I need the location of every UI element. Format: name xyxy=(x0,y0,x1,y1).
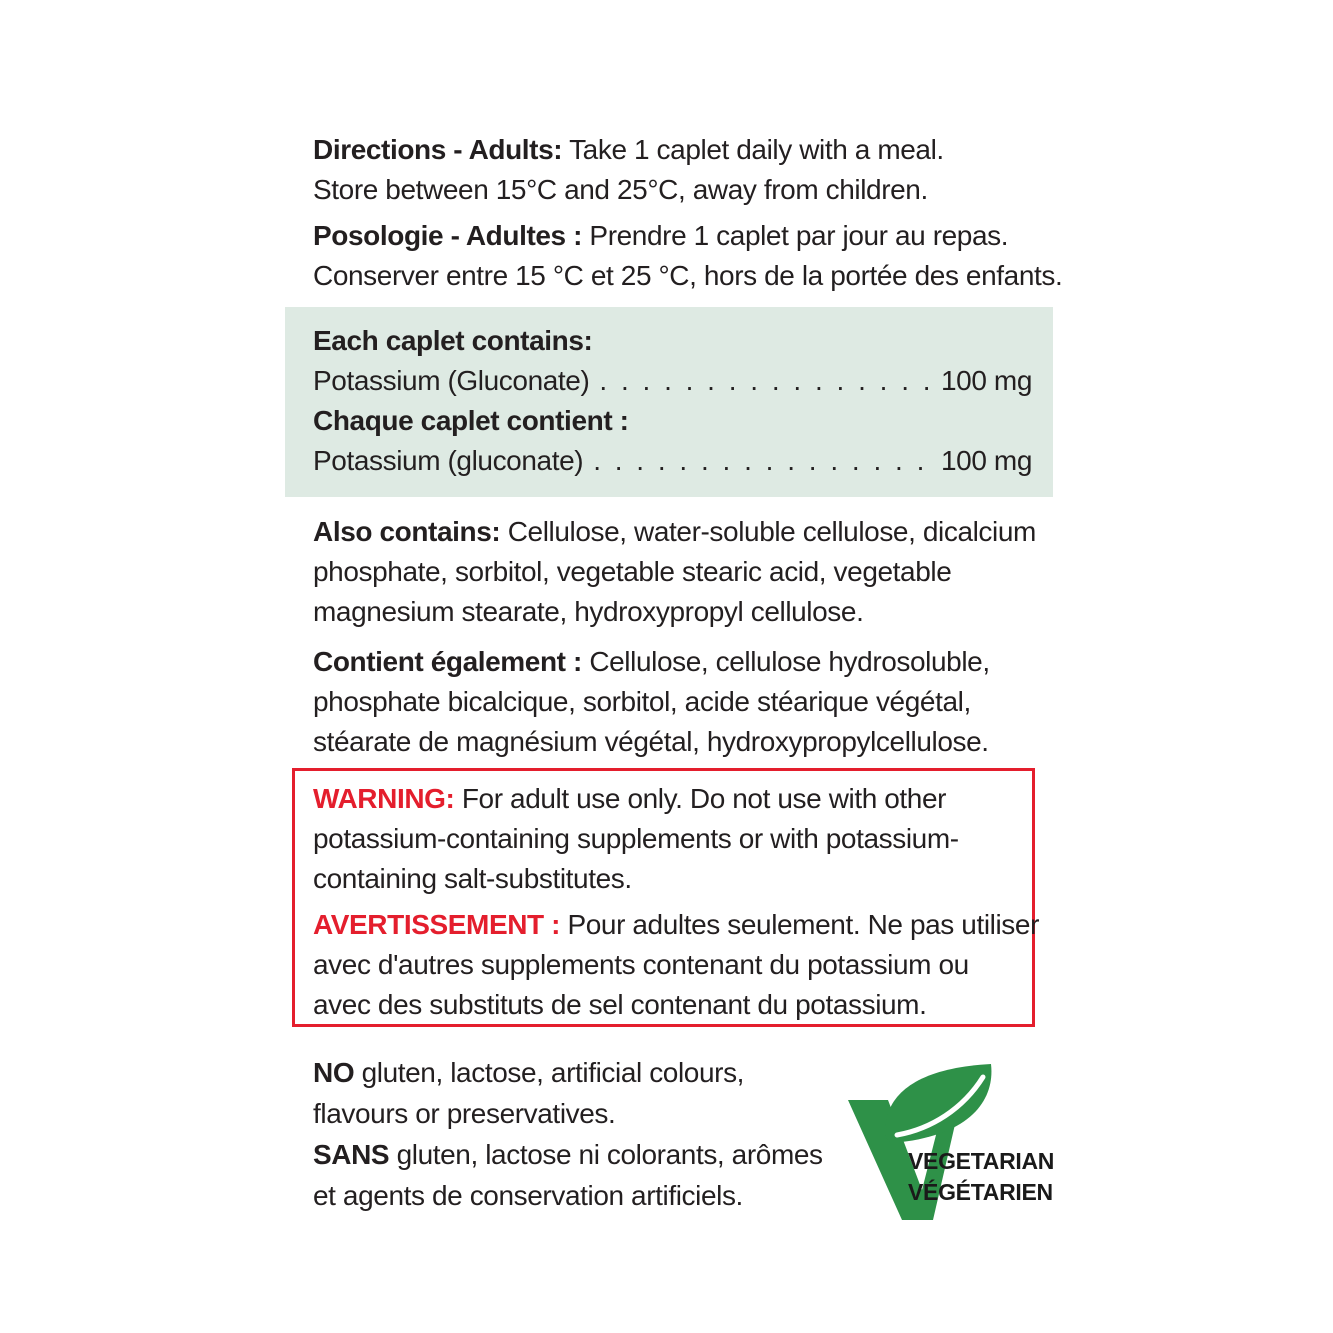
other-en-lead: Also contains: xyxy=(313,516,501,547)
vegetarian-label-fr: VÉGÉTARIEN xyxy=(908,1179,1053,1205)
directions-section xyxy=(313,130,1062,296)
warning-fr-line-2: avec d'autres supplements contenant du potassium ou xyxy=(313,949,969,980)
facts-title-fr-text: Chaque caplet contient : xyxy=(313,405,629,436)
facts-title-fr xyxy=(313,401,1032,441)
other-fr-line-2: phosphate bicalcique, sorbitol, acide stéarique végétal, xyxy=(313,686,971,717)
other-en-line-3: magnesium stearate, hydroxypropyl cellulose. xyxy=(313,596,864,627)
directions-en xyxy=(313,130,1062,210)
free-from-fr-lead: SANS xyxy=(313,1139,390,1170)
warning-en-text: For adult use only. Do not use with other xyxy=(461,783,947,814)
directions-fr-line-2: Conserver entre 15 °C et 25 °C, hors de la portée des enfants. xyxy=(313,260,1063,291)
directions-en-line-1 xyxy=(313,130,1062,170)
free-from-en-line-2: flavours or preservatives. xyxy=(313,1098,616,1129)
other-fr-text: Cellulose, cellulose hydrosoluble, xyxy=(589,646,990,677)
other-en-line-2: phosphate, sorbitol, vegetable stearic acid, vegetable xyxy=(313,556,952,587)
facts-title-en-text: Each caplet contains: xyxy=(313,325,593,356)
free-from-fr-line-1 xyxy=(313,1134,823,1175)
free-from-en-line-1 xyxy=(313,1052,823,1093)
free-from-en-lead: NO xyxy=(313,1057,355,1088)
other-ingredients-en xyxy=(313,512,1036,632)
directions-fr-line-1 xyxy=(313,216,1062,256)
fact-value-fr: 100 mg xyxy=(941,445,1032,476)
directions-en-text: Take 1 caplet daily with a meal. xyxy=(569,134,944,165)
other-fr-lead: Contient également : xyxy=(313,646,582,677)
facts-title-en xyxy=(313,321,1032,361)
other-ingredients-section xyxy=(313,512,1036,762)
dot-leader xyxy=(593,441,933,481)
warning-fr-lead: AVERTISSEMENT : xyxy=(313,909,561,940)
fact-row-en xyxy=(313,361,1032,401)
other-fr-line-1 xyxy=(313,642,1036,682)
fact-row-fr xyxy=(313,441,1032,481)
other-fr-line-3: stéarate de magnésium végétal, hydroxypropylcellulose. xyxy=(313,726,989,757)
other-en-line-1 xyxy=(313,512,1036,552)
warning-en-line-3: containing salt-substitutes. xyxy=(313,863,632,894)
free-from-section xyxy=(313,1052,823,1216)
vegetarian-logo xyxy=(845,1062,1055,1227)
fact-label-fr: Potassium (gluconate) xyxy=(313,445,584,476)
directions-en-line-2: Store between 15°C and 25°C, away from children. xyxy=(313,174,928,205)
fact-label-en: Potassium (Gluconate) xyxy=(313,365,590,396)
directions-fr-lead: Posologie - Adultes : xyxy=(313,220,583,251)
other-ingredients-fr xyxy=(313,642,1036,762)
free-from-en-text: gluten, lactose, artificial colours, xyxy=(361,1057,745,1088)
warning-en-lead: WARNING: xyxy=(313,783,455,814)
vegetarian-label-en: VEGETARIAN xyxy=(908,1148,1055,1174)
warning-en-line-2: potassium-containing supplements or with potassium- xyxy=(313,823,959,854)
warning-fr-text: Pour adultes seulement. Ne pas utiliser xyxy=(567,909,1039,940)
directions-fr-text: Prendre 1 caplet par jour au repas. xyxy=(589,220,1009,251)
warning-box xyxy=(292,768,1039,1027)
ingredients-panel xyxy=(285,307,1053,497)
free-from-fr-text: gluten, lactose ni colorants, arômes xyxy=(396,1139,823,1170)
warning-en-line-1 xyxy=(313,779,1032,819)
fact-value-en: 100 mg xyxy=(941,365,1032,396)
warning-fr xyxy=(313,905,1039,1025)
warning-fr-line-1 xyxy=(313,905,1039,945)
warning-en xyxy=(313,779,1032,899)
warning-fr-line-3: avec des substituts de sel contenant du potassium. xyxy=(313,989,927,1020)
free-from-fr-line-2: et agents de conservation artificiels. xyxy=(313,1180,743,1211)
vegetarian-labels xyxy=(908,1146,1054,1208)
other-en-text: Cellulose, water-soluble cellulose, dicalcium xyxy=(507,516,1036,547)
directions-en-lead: Directions - Adults: xyxy=(313,134,563,165)
dot-leader xyxy=(599,361,933,401)
directions-fr xyxy=(313,216,1062,296)
